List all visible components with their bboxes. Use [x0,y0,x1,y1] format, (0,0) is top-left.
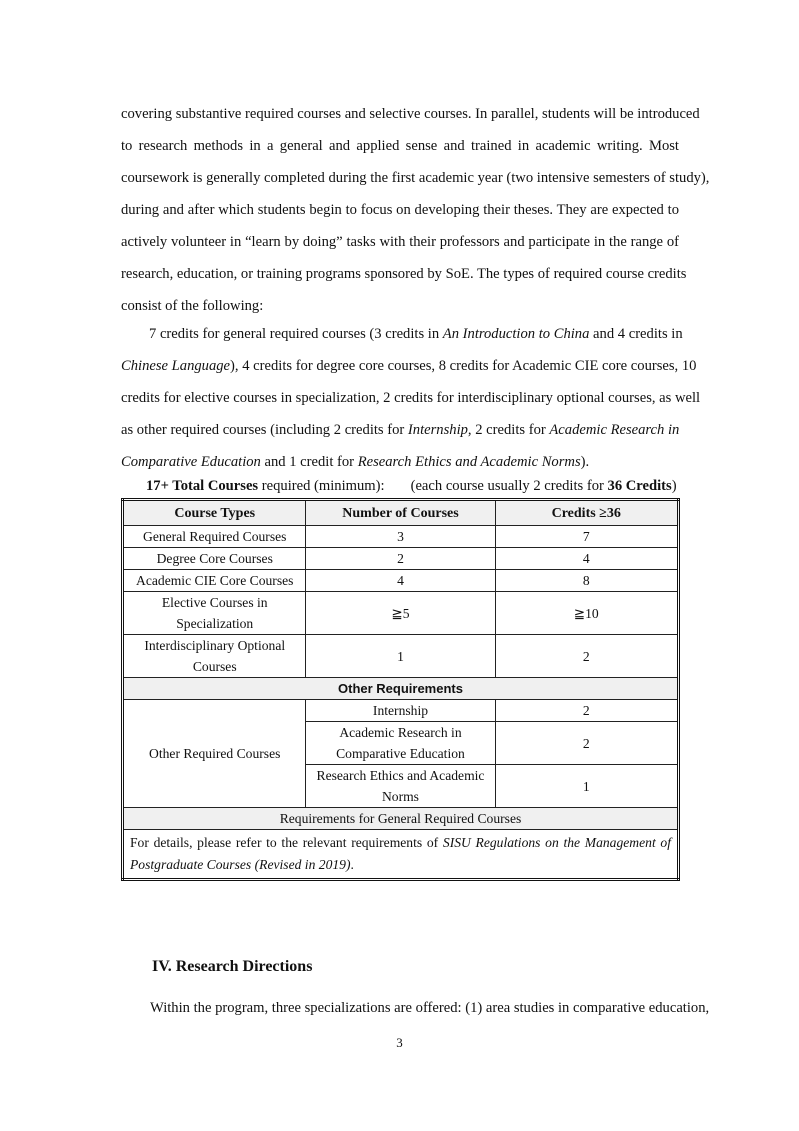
course-title: Internship [407,422,468,438]
band-label: Requirements for General Required Courses [123,808,679,830]
text: as other required courses (including 2 credits for [121,422,408,438]
course-title: Chinese Language [121,358,231,374]
credits-cell: 2 [495,700,679,722]
table-row [123,548,679,570]
text: Research Ethics and Academic [316,768,485,783]
course-count-cell: 1 [306,635,495,678]
text: ). [580,454,590,470]
credits-cell: 1 [495,765,679,808]
course-type-cell [123,592,306,635]
text: Elective Courses in [161,595,268,610]
course-count-cell: 4 [306,570,495,592]
course-name-cell [306,722,495,765]
table-header-row [123,500,679,526]
total-courses-summary [146,478,677,495]
table-row [123,570,679,592]
credits-cell: ≧10 [495,592,679,635]
table-row [123,526,679,548]
text-line: to research methods in a general and applied sense and trained in academic writing. Most [121,138,679,154]
column-header: Credits ≥36 [495,500,679,526]
column-header: Course Types [123,500,306,526]
text-line [121,318,683,350]
course-name-cell [306,765,495,808]
text-line: research, education, or training programs sponsored by SoE. The types of required course credits [121,266,687,282]
text-line [121,446,679,478]
text: Courses [192,659,237,674]
text: Academic Research in [339,725,462,740]
text: required (minimum): [258,478,385,494]
course-type-cell [123,635,306,678]
table-row [123,700,679,722]
text: Interdisciplinary Optional [144,638,286,653]
total-courses-label: 17+ Total Courses [146,478,259,494]
text-line: during and after which students begin to focus on developing their theses. They are expected to [121,202,679,218]
text-line [121,350,697,382]
intro-paragraph [121,98,710,322]
band-label: Other Requirements [123,678,679,700]
course-count-cell: 2 [306,548,495,570]
text-line: coursework is generally completed during the first academic year (two intensive semesters of study), [121,170,710,186]
text: and 1 credit for [260,454,358,470]
total-credits-label: 36 Credits [607,478,672,494]
credits-cell: 4 [495,548,679,570]
course-title: Research Ethics and Academic Norms [357,454,581,470]
text: ), 4 credits for degree core courses, 8 credits for Academic CIE core courses, 10 [230,358,697,374]
other-required-group-cell: Other Required Courses [123,700,306,808]
section-heading: IV. Research Directions [152,958,313,975]
column-header: Number of Courses [306,500,495,526]
course-type-cell: General Required Courses [123,526,306,548]
text: . [350,857,354,872]
text: For details, please refer to the relevant requirements of [130,835,443,850]
credits-cell: 8 [495,570,679,592]
page-number: 3 [396,1035,403,1050]
table-row [123,635,679,678]
note-row [123,830,679,880]
credits-cell: 2 [495,722,679,765]
regulation-title: SISU Regulations on the Management of Postgraduate Courses (Revised in 2019) [130,835,671,872]
course-type-cell: Academic CIE Core Courses [123,570,306,592]
course-count-cell: ≧5 [306,592,495,635]
text: ) [671,478,677,494]
text: Comparative Education [336,746,465,761]
other-requirements-band [123,678,679,700]
text: , 2 credits for [467,422,550,438]
course-count-cell: 3 [306,526,495,548]
general-requirements-band [123,808,679,830]
text-line: covering substantive required courses and selective courses. In parallel, students will be introduced [121,106,700,122]
course-title: An Introduction to China [442,326,590,342]
course-title: Comparative Education [121,454,261,470]
credits-cell: 2 [495,635,679,678]
course-name-cell: Internship [306,700,495,722]
text: and 4 credits in [589,326,683,342]
text-line [121,414,679,446]
text-line: actively volunteer in “learn by doing” tasks with their professors and participate in the range of [121,234,679,250]
section-paragraph: Within the program, three specializations are offered: (1) area studies in comparative education, [150,1000,710,1016]
table-row [123,592,679,635]
text-line: consist of the following: [121,298,264,314]
text: Norms [381,789,419,804]
text: 7 credits for general required courses (3 credits in [149,326,443,342]
text-line: credits for elective courses in specialization, 2 credits for interdisciplinary optional courses, as well [121,390,701,406]
text: Specialization [176,616,254,631]
text: (each course usually 2 credits for [410,478,608,494]
course-requirements-table [121,498,680,881]
course-title: Academic Research in [549,422,680,438]
credits-cell: 7 [495,526,679,548]
regulations-note [123,830,679,880]
credits-paragraph [121,318,701,478]
course-type-cell: Degree Core Courses [123,548,306,570]
